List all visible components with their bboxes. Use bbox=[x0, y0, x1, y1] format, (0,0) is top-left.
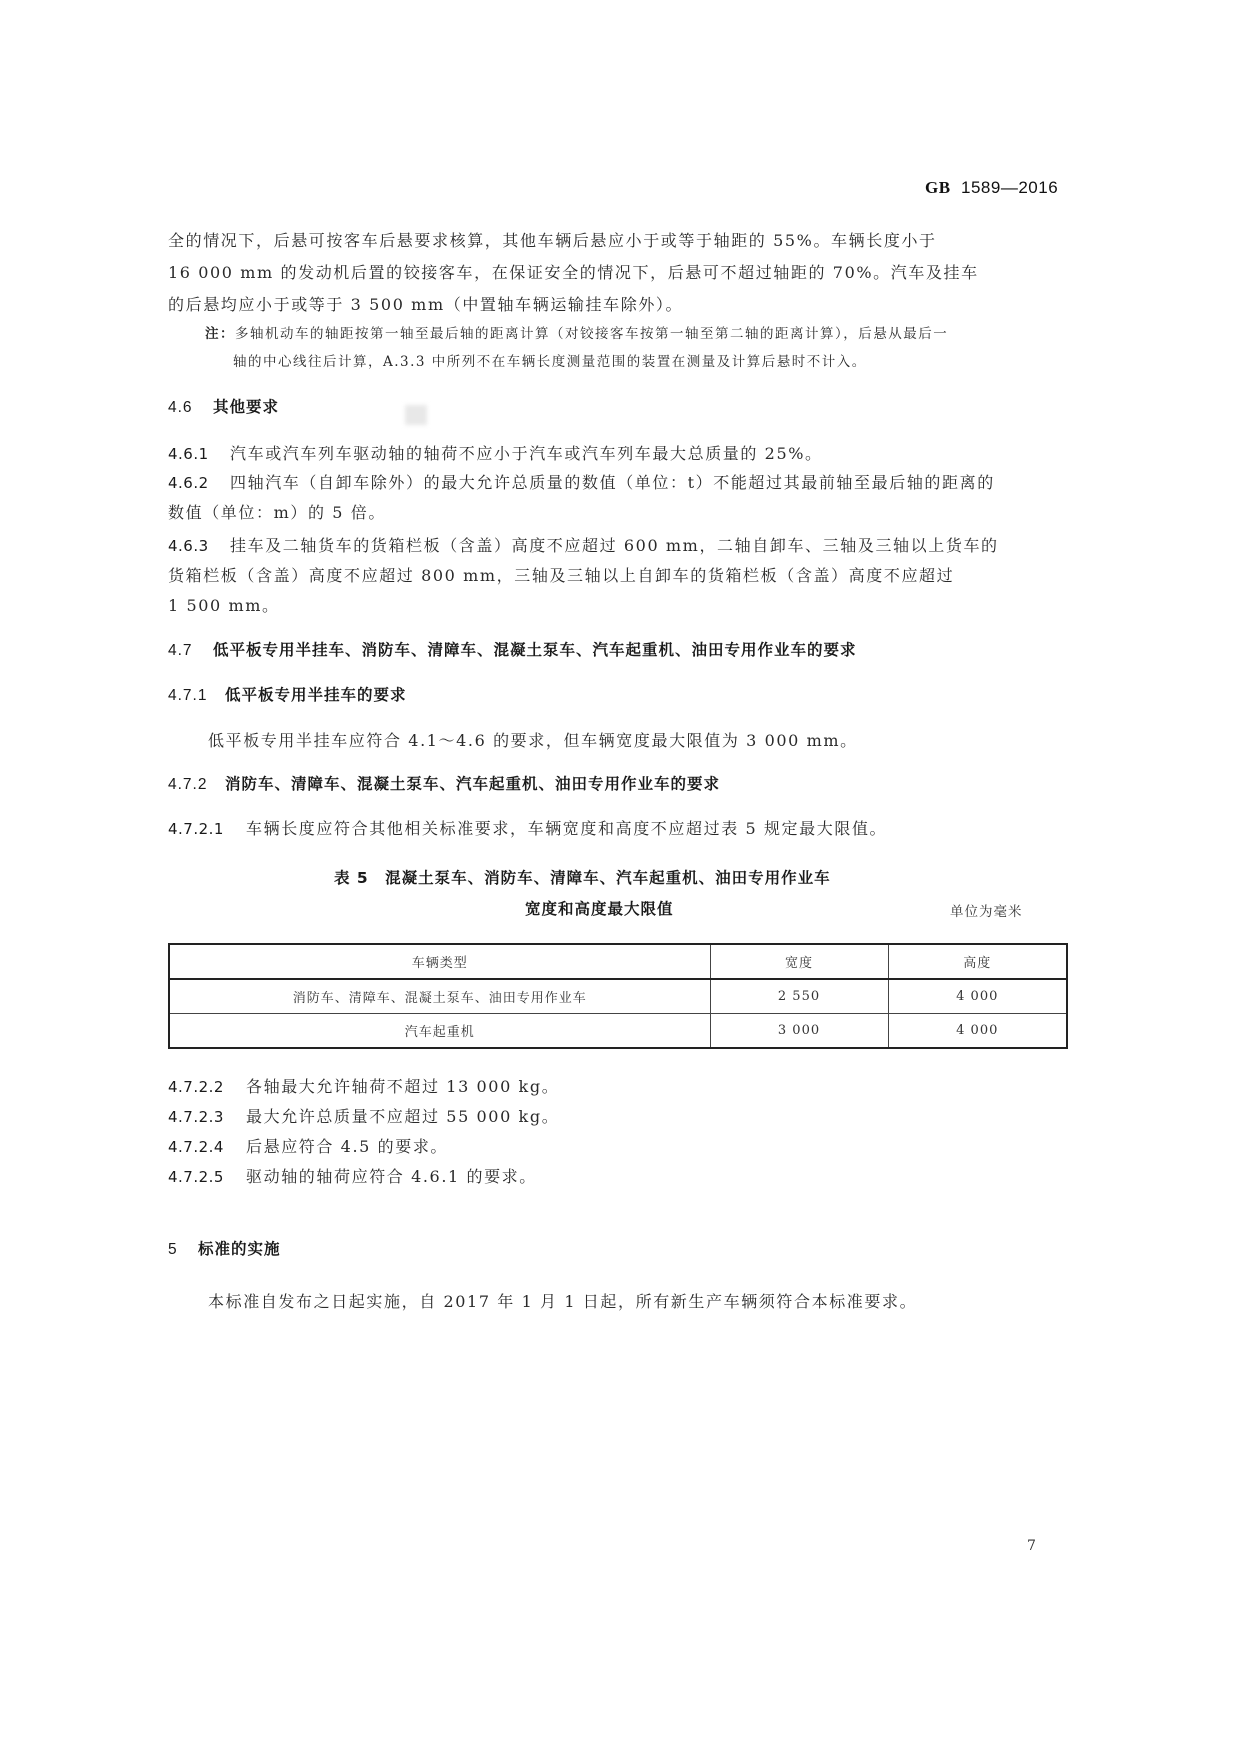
clause-4-6-1 bbox=[168, 441, 823, 464]
standard-number bbox=[925, 178, 1058, 198]
note-line: 多轴机动车的轴距按第一轴至最后轴的距离计算（对铰接客车按第一轴至第二轴的距离计算），后悬从最后一 bbox=[235, 326, 949, 342]
clause-4-7-2-3 bbox=[168, 1104, 559, 1127]
clause-number: 4.6.1 bbox=[168, 445, 209, 463]
clause-number: 4.7.2.2 bbox=[168, 1078, 224, 1096]
clause-4-6-3 bbox=[168, 533, 999, 556]
paragraph-line: 全的情况下，后悬可按客车后悬要求核算，其他车辆后悬应小于或等于轴距的 55%。车辆长度小于 bbox=[168, 231, 937, 250]
section-heading-4-7-1 bbox=[168, 683, 407, 705]
cell-vehicle-type: 汽车起重机 bbox=[169, 1014, 710, 1049]
cell-height: 4 000 bbox=[888, 1014, 1067, 1049]
header-vehicle-type: 车辆类型 bbox=[169, 944, 710, 979]
section-title: 标准的实施 bbox=[198, 1240, 281, 1258]
section-number: 4.7.1 bbox=[168, 687, 208, 704]
section-title: 消防车、清障车、混凝土泵车、汽车起重机、油田专用作业车的要求 bbox=[225, 775, 721, 793]
paragraph-line: 16 000 mm 的发动机后置的铰接客车，在保证安全的情况下，后悬可不超过轴距的 70%。汽车及挂车 bbox=[168, 263, 979, 282]
clause-number: 4.6.2 bbox=[168, 474, 209, 492]
clause-number: 4.7.2.1 bbox=[168, 820, 224, 838]
header-width: 宽度 bbox=[710, 944, 888, 979]
clause-text: 挂车及二轴货车的货箱栏板（含盖）高度不应超过 600 mm，二轴自卸车、三轴及三轴以上货车的 bbox=[230, 536, 999, 555]
clause-number: 4.7.2.4 bbox=[168, 1138, 224, 1156]
table-caption-line2: 宽度和高度最大限值 bbox=[525, 900, 674, 918]
clause-4-7-2-4 bbox=[168, 1134, 448, 1157]
table-row bbox=[169, 1014, 1067, 1049]
paragraph: 本标准自发布之日起实施，自 2017 年 1 月 1 日起，所有新生产车辆须符合本标准要求。 bbox=[208, 1292, 918, 1311]
section-heading-5 bbox=[168, 1237, 281, 1259]
clause-text-continued: 1 500 mm。 bbox=[168, 596, 280, 615]
clause-text: 车辆长度应符合其他相关标准要求，车辆宽度和高度不应超过表 5 规定最大限值。 bbox=[246, 819, 888, 838]
section-number: 4.7 bbox=[168, 642, 193, 659]
clause-number: 4.7.2.3 bbox=[168, 1108, 224, 1126]
note-label: 注： bbox=[205, 326, 235, 342]
paragraph: 低平板专用半挂车应符合 4.1～4.6 的要求，但车辆宽度最大限值为 3 000 mm。 bbox=[208, 731, 858, 750]
section-title: 低平板专用半挂车、消防车、清障车、混凝土泵车、汽车起重机、油田专用作业车的要求 bbox=[213, 641, 857, 659]
clause-number: 4.7.2.5 bbox=[168, 1168, 224, 1186]
cell-height: 4 000 bbox=[888, 979, 1067, 1014]
clause-text: 各轴最大允许轴荷不超过 13 000 kg。 bbox=[246, 1077, 560, 1096]
clause-number: 4.6.3 bbox=[168, 537, 209, 555]
note bbox=[205, 322, 948, 342]
header-height: 高度 bbox=[888, 944, 1067, 979]
clause-text-continued: 数值（单位：m）的 5 倍。 bbox=[168, 503, 386, 522]
table-5 bbox=[168, 943, 1068, 1049]
cell-width: 3 000 bbox=[710, 1014, 888, 1049]
clause-text-continued: 货箱栏板（含盖）高度不应超过 800 mm，三轴及三轴以上自卸车的货箱栏板（含盖）高度不应超过 bbox=[168, 566, 955, 585]
table-header-row bbox=[169, 944, 1067, 979]
section-title: 其他要求 bbox=[213, 398, 280, 416]
section-title: 低平板专用半挂车的要求 bbox=[225, 686, 407, 704]
note-line: 轴的中心线往后计算，A.3.3 中所列不在车辆长度测量范围的装置在测量及计算后悬时不计入。 bbox=[233, 354, 867, 370]
scan-artifact bbox=[405, 405, 427, 425]
clause-4-6-2 bbox=[168, 470, 995, 493]
clause-4-7-2-2 bbox=[168, 1074, 559, 1097]
section-heading-4-7-2 bbox=[168, 772, 720, 794]
table-unit: 单位为毫米 bbox=[950, 904, 1023, 920]
clause-text: 后悬应符合 4.5 的要求。 bbox=[246, 1137, 449, 1156]
section-heading-4-6 bbox=[168, 395, 279, 417]
section-number: 4.6 bbox=[168, 399, 193, 416]
cell-vehicle-type: 消防车、清障车、混凝土泵车、油田专用作业车 bbox=[169, 979, 710, 1014]
standard-code: 1589—2016 bbox=[961, 178, 1059, 197]
page-number: 7 bbox=[1027, 1538, 1036, 1554]
section-number: 4.7.2 bbox=[168, 776, 208, 793]
standard-prefix: GB bbox=[925, 178, 951, 197]
clause-4-7-2-1 bbox=[168, 816, 887, 839]
table-caption: 表 5 混凝土泵车、消防车、清障车、汽车起重机、油田专用作业车 bbox=[334, 869, 831, 887]
clause-text: 四轴汽车（自卸车除外）的最大允许总质量的数值（单位：t）不能超过其最前轴至最后轴的距离的 bbox=[230, 473, 995, 492]
clause-text: 驱动轴的轴荷应符合 4.6.1 的要求。 bbox=[246, 1167, 537, 1186]
clause-4-7-2-5 bbox=[168, 1164, 537, 1187]
cell-width: 2 550 bbox=[710, 979, 888, 1014]
section-heading-4-7 bbox=[168, 638, 857, 660]
section-number: 5 bbox=[168, 1241, 178, 1258]
clause-text: 最大允许总质量不应超过 55 000 kg。 bbox=[246, 1107, 560, 1126]
paragraph-line: 的后悬均应小于或等于 3 500 mm（中置轴车辆运输挂车除外）。 bbox=[168, 295, 684, 314]
clause-text: 汽车或汽车列车驱动轴的轴荷不应小于汽车或汽车列车最大总质量的 25%。 bbox=[230, 444, 823, 463]
table-row bbox=[169, 979, 1067, 1014]
